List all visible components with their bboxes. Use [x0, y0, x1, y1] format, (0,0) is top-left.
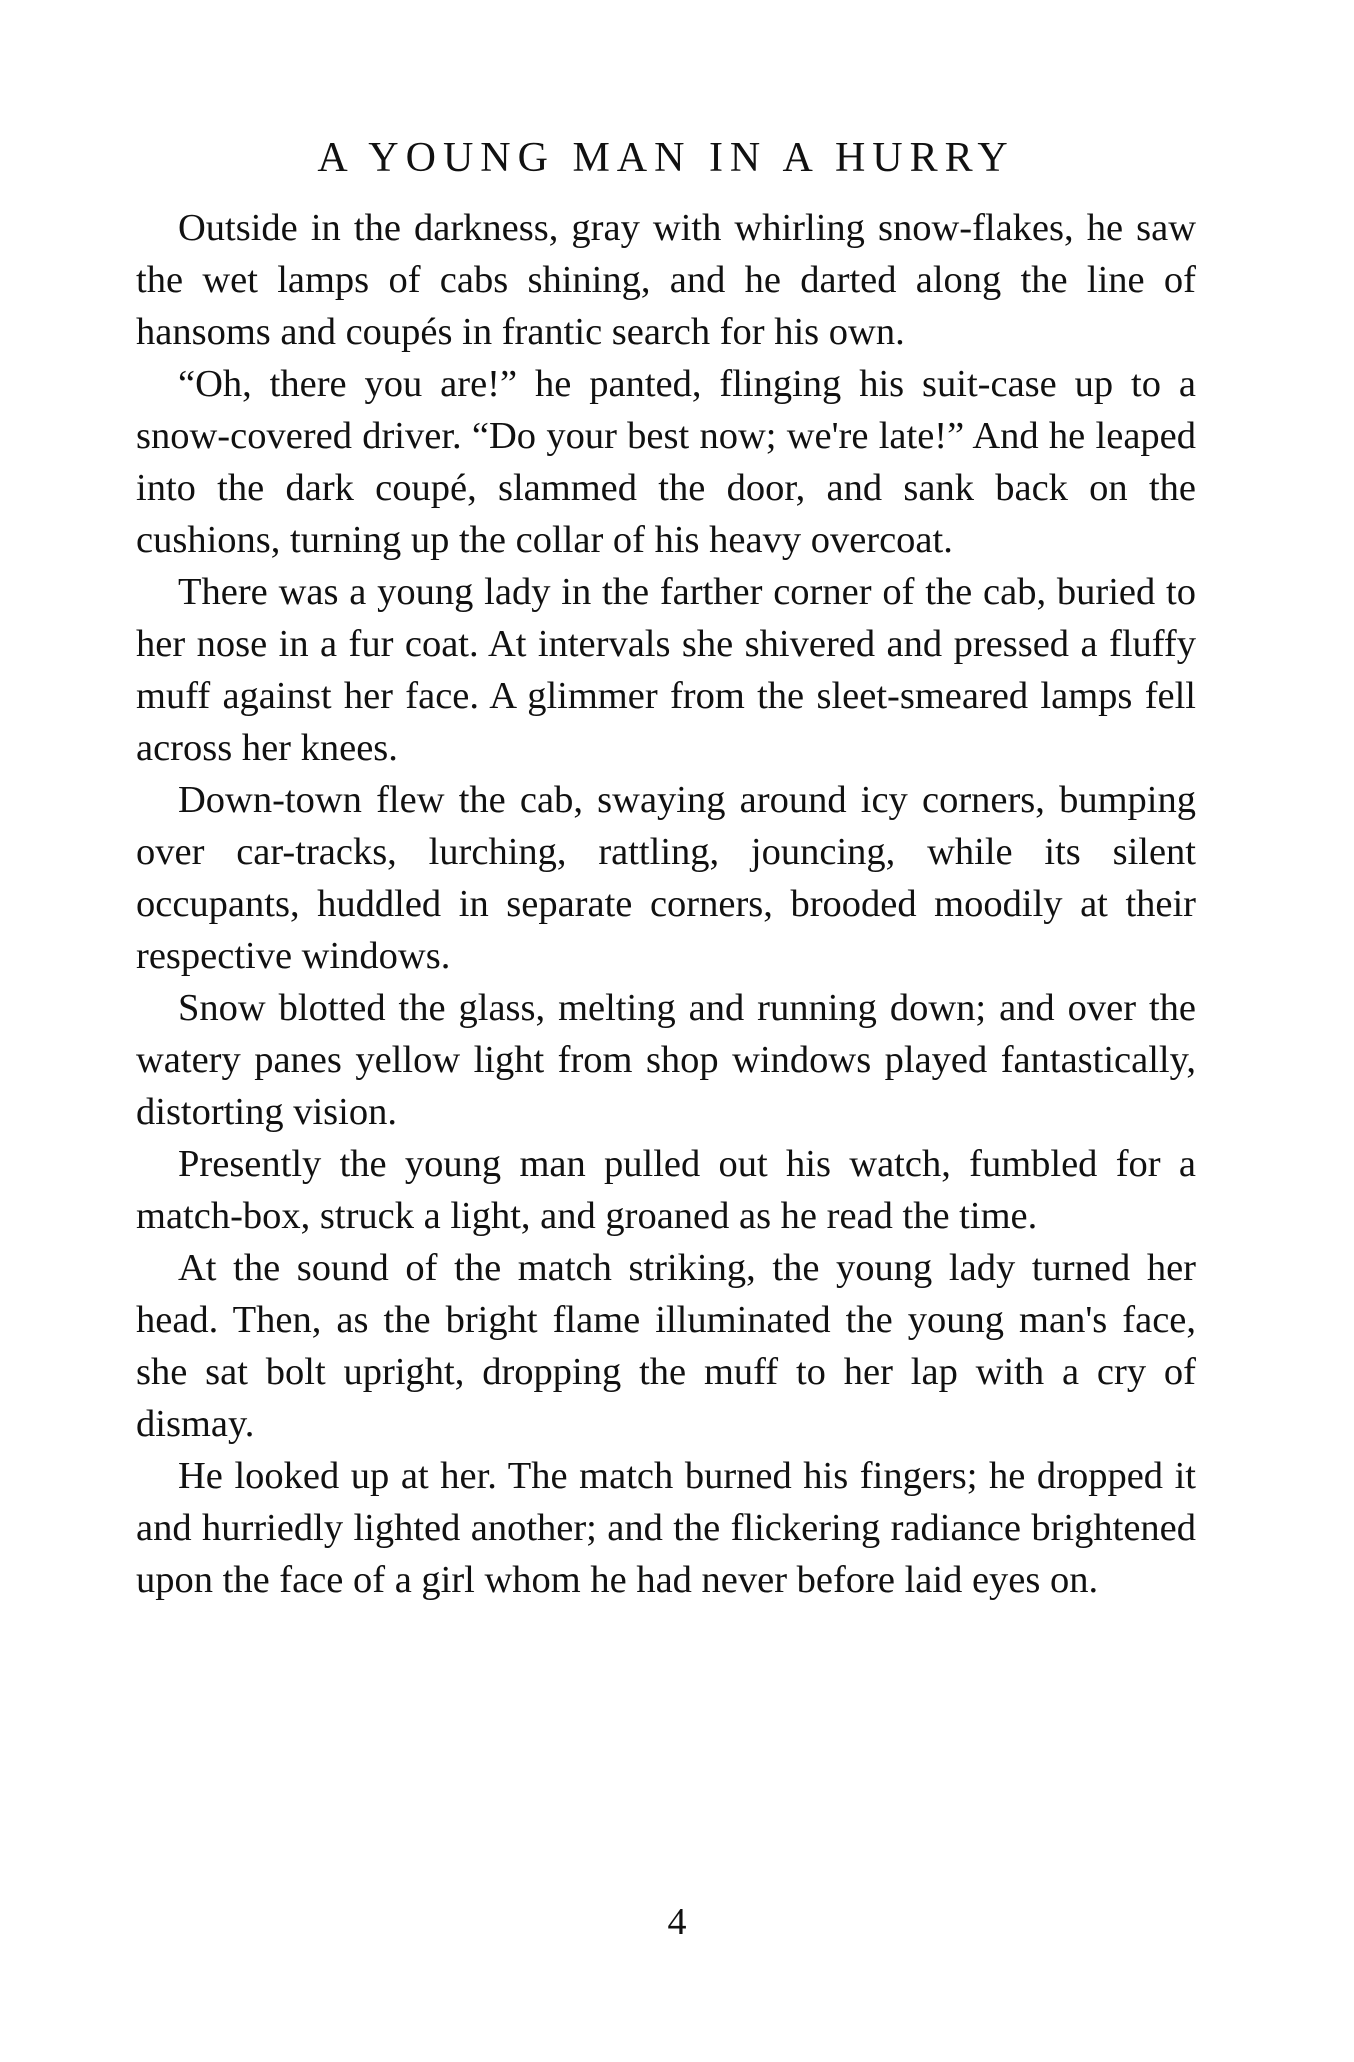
paragraph: Snow blotted the glass, melting and running down; and over the watery panes yellow light from shop windows played fantastically, distorting vision.: [136, 987, 1196, 1133]
paragraph: “Oh, there you are!” he panted, flinging his suit-case up to a snow-covered driver. “Do your best now; we're late!” And he leaped into the dark coupé, slammed the door, and sank back on the cushions, turning up the collar of his heavy overcoat.: [136, 363, 1196, 561]
paragraph: Presently the young man pulled out his watch, fumbled for a match-box, struck a light, and groaned as he read the time.: [136, 1143, 1196, 1237]
book-page: [136, 128, 1196, 1606]
paragraph: Down-town flew the cab, swaying around icy corners, bumping over car-tracks, lurching, rattling, jouncing, while its silent occupants, huddled in separate corners, brooded moodily at their respective windows.: [136, 779, 1196, 977]
paragraph: He looked up at her. The match burned his fingers; he dropped it and hurriedly lighted another; and the flickering radiance brightened upon the face of a girl whom he had never before laid eyes on.: [136, 1455, 1196, 1601]
running-head: A YOUNG MAN IN A HURRY: [317, 135, 1015, 181]
page-number: 4: [667, 1901, 687, 1943]
paragraph: At the sound of the match striking, the young lady turned her head. Then, as the bright flame illuminated the young man's face, she sat bolt upright, dropping the muff to her lap with a cry of dismay.: [136, 1247, 1196, 1445]
paragraph: There was a young lady in the farther corner of the cab, buried to her nose in a fur coat. At intervals she shivered and pressed a fluffy muff against her face. A glimmer from the sleet-smeared lamps fell across her knees.: [136, 571, 1196, 769]
paragraph: Outside in the darkness, gray with whirling snow-flakes, he saw the wet lamps of cabs shining, and he darted along the line of hansoms and coupés in frantic search for his own.: [136, 207, 1196, 353]
